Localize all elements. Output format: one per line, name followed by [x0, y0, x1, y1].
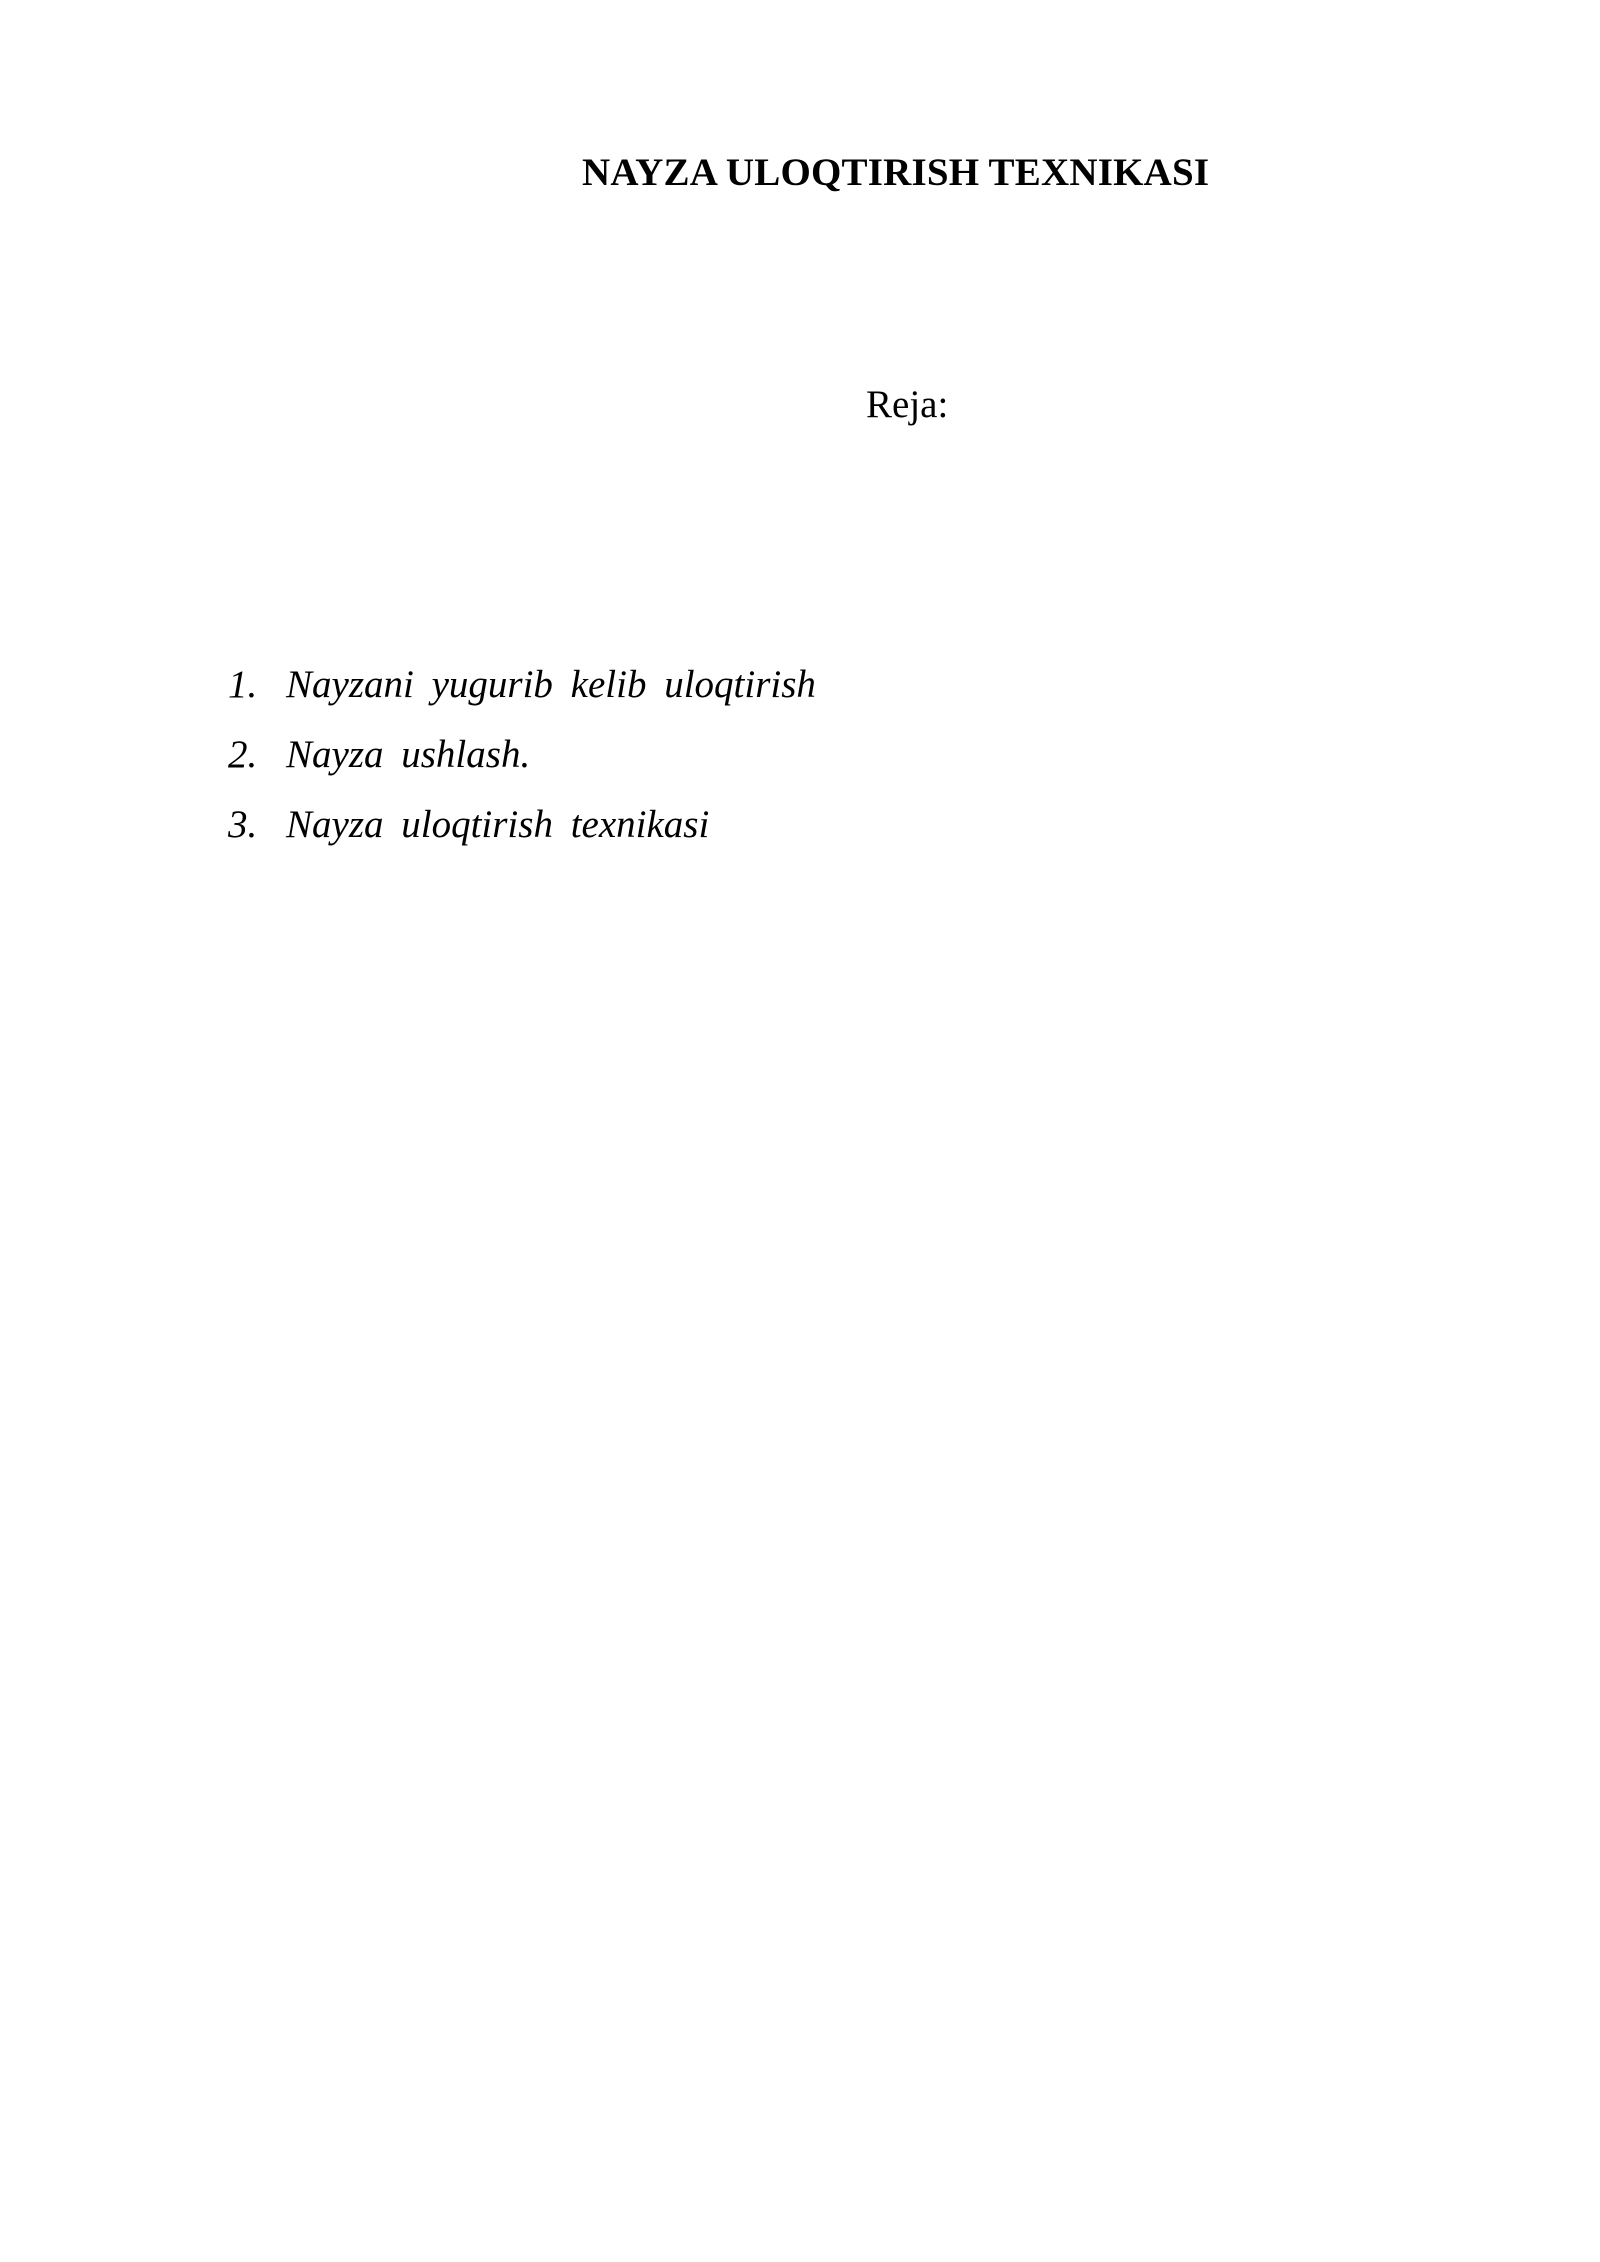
plan-list [228, 662, 816, 872]
plan-item [228, 802, 816, 872]
plan-item-number: 3. [228, 803, 258, 846]
plan-item-text: Nayza ushlash. [286, 733, 531, 776]
plan-item [228, 662, 816, 732]
plan-item-number: 1. [228, 663, 258, 706]
plan-heading: Reja: [866, 383, 949, 426]
plan-item-text: Nayzani yugurib kelib uloqtirish [286, 663, 816, 706]
document-title: NAYZA ULOQTIRISH TEXNIKASI [582, 151, 1210, 194]
plan-item-number: 2. [228, 733, 258, 776]
plan-item-text: Nayza uloqtirish texnikasi [286, 803, 710, 846]
plan-item [228, 732, 816, 802]
